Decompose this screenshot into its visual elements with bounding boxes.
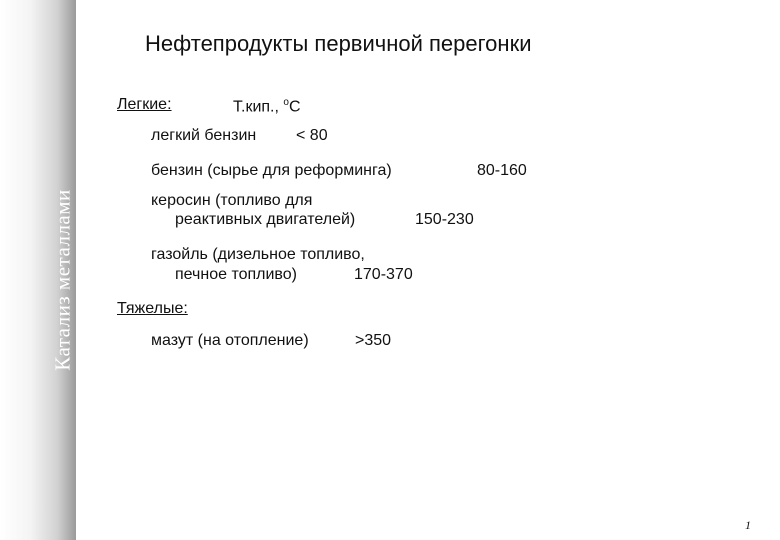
side-bar-label: Катализ металлами (50, 189, 75, 371)
light-gasoline-range: < 80 (296, 127, 328, 144)
gasoline-name: бензин (сырье для реформинга) (151, 162, 392, 179)
page-number: 1 (745, 518, 751, 532)
slide-title: Нефтепродукты первичной перегонки (145, 31, 532, 56)
fuel-oil-range: >350 (355, 332, 392, 349)
kerosene-name-line1: керосин (топливо для (151, 192, 313, 209)
fuel-oil-name: мазут (на отопление) (151, 332, 309, 349)
light-gasoline-name: легкий бензин (151, 127, 257, 144)
kerosene-range: 150-230 (415, 211, 474, 228)
gasoil-name-line1: газойль (дизельное топливо, (151, 246, 365, 263)
gasoline-range: 80-160 (477, 162, 527, 179)
temperature-header (233, 97, 301, 116)
light-heading: Легкие: (117, 96, 172, 113)
degree-mark: о (283, 97, 289, 108)
gasoil-range: 170-370 (354, 266, 413, 283)
kerosene-name-line2: реактивных двигателей) (175, 211, 356, 228)
gasoil-name-line2: печное топливо) (175, 266, 297, 283)
temperature-unit: С (288, 98, 301, 116)
temperature-header-label: Т.кип., (233, 98, 284, 116)
heavy-heading: Тяжелые: (117, 300, 188, 317)
